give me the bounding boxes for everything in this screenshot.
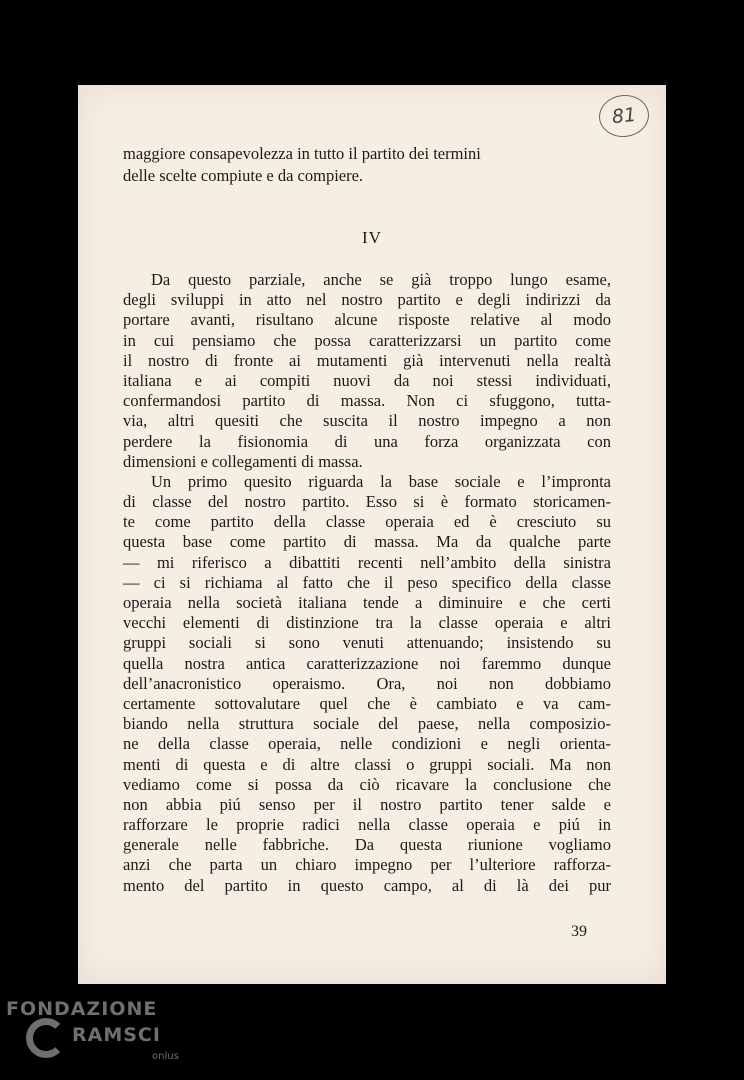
intro-line: delle scelte compiute e da compiere. bbox=[123, 166, 364, 185]
logo-suffix: onlus bbox=[152, 1051, 179, 1062]
paragraph-line: vediamo come si possa da ciò ricavare la conclusione che bbox=[123, 774, 611, 794]
paragraph-line: degli sviluppi in atto nel nostro partito e degli indirizzi da bbox=[123, 290, 611, 310]
paragraph-line: questa base come partito di massa. Ma da qualche parte bbox=[123, 532, 611, 552]
paragraph-line: te come partito della classe operaia ed è cresciuto su bbox=[123, 512, 611, 532]
paragraph-line: ne della classe operaia, nelle condizioni e negli orienta- bbox=[123, 734, 611, 754]
paragraph-line: perdere la fisionomia di una forza organizzata con bbox=[123, 431, 611, 451]
paragraph-line: dell’anacronistico operaismo. Ora, noi non dobbiamo bbox=[123, 673, 611, 693]
intro-text bbox=[123, 143, 611, 187]
logo-line-2: RAMSCI bbox=[72, 1024, 161, 1046]
paragraph-line: via, altri quesiti che suscita il nostro impegno a non bbox=[123, 411, 611, 431]
paragraph-line: — ci si richiama al fatto che il peso specifico della classe bbox=[123, 572, 611, 592]
paragraph-line: confermandosi partito di massa. Non ci sfuggono, tutta- bbox=[123, 391, 611, 411]
page-number: 39 bbox=[571, 923, 587, 940]
body-text bbox=[123, 270, 611, 896]
document-page bbox=[78, 85, 666, 984]
archive-number-stamp: 81 bbox=[597, 93, 651, 140]
paragraph-line: generale nelle fabbriche. Da questa riunione vogliamo bbox=[123, 835, 611, 855]
paragraph-line: il nostro di fronte ai mutamenti già intervenuti nella realtà bbox=[123, 350, 611, 370]
paragraph-line: — mi riferisco a dibattiti recenti nell’ambito della sinistra bbox=[123, 552, 611, 572]
paragraph-line: vecchi elementi di distinzione tra la classe operaia e altri bbox=[123, 613, 611, 633]
logo-line-1: FONDAZIONE bbox=[6, 998, 158, 1020]
paragraph-line: menti di questa e di altre classi o gruppi sociali. Ma non bbox=[123, 754, 611, 774]
paragraph-line: non abbia piú senso per il nostro partito tener salde e bbox=[123, 794, 611, 814]
paragraph-line: portare avanti, risultano alcune risposte relative al modo bbox=[123, 310, 611, 330]
logo-g-ring-icon bbox=[26, 1018, 66, 1058]
intro-line: maggiore consapevolezza in tutto il partito dei termini bbox=[123, 144, 481, 163]
paragraph-line: Un primo quesito riguarda la base sociale e l’impronta bbox=[151, 471, 611, 491]
fondazione-gramsci-logo bbox=[6, 998, 196, 1072]
paragraph-line: Da questo parziale, anche se già troppo lungo esame, bbox=[151, 270, 611, 289]
section-heading: IV bbox=[362, 228, 382, 247]
paragraph-line: mento del partito in questo campo, al di là dei pur bbox=[123, 875, 611, 895]
paragraph-line: quella nostra antica caratterizzazione noi faremmo dunque bbox=[123, 653, 611, 673]
paragraph-line: certamente sottovalutare quel che è cambiato e va cam- bbox=[123, 693, 611, 713]
paragraph-line: biando nella struttura sociale del paese, nella composizio- bbox=[123, 714, 611, 734]
paragraph-line: rafforzare le proprie radici nella classe operaia e piú in bbox=[123, 815, 611, 835]
paragraph-line: gruppi sociali si sono venuti attenuando; insistendo su bbox=[123, 633, 611, 653]
paragraph-line: italiana e ai compiti nuovi da noi stessi individuati, bbox=[123, 370, 611, 390]
paragraph-line: anzi che parta un chiaro impegno per l’ulteriore rafforza- bbox=[123, 855, 611, 875]
paragraph-line: in cui pensiamo che possa caratterizzarsi un partito come bbox=[123, 330, 611, 350]
paragraph-line: dimensioni e collegamenti di massa. bbox=[123, 451, 363, 471]
paragraph-line: operaia nella società italiana tende a diminuire e che certi bbox=[123, 593, 611, 612]
paragraph-line: di classe del nostro partito. Esso si è formato storicamen- bbox=[123, 492, 611, 512]
